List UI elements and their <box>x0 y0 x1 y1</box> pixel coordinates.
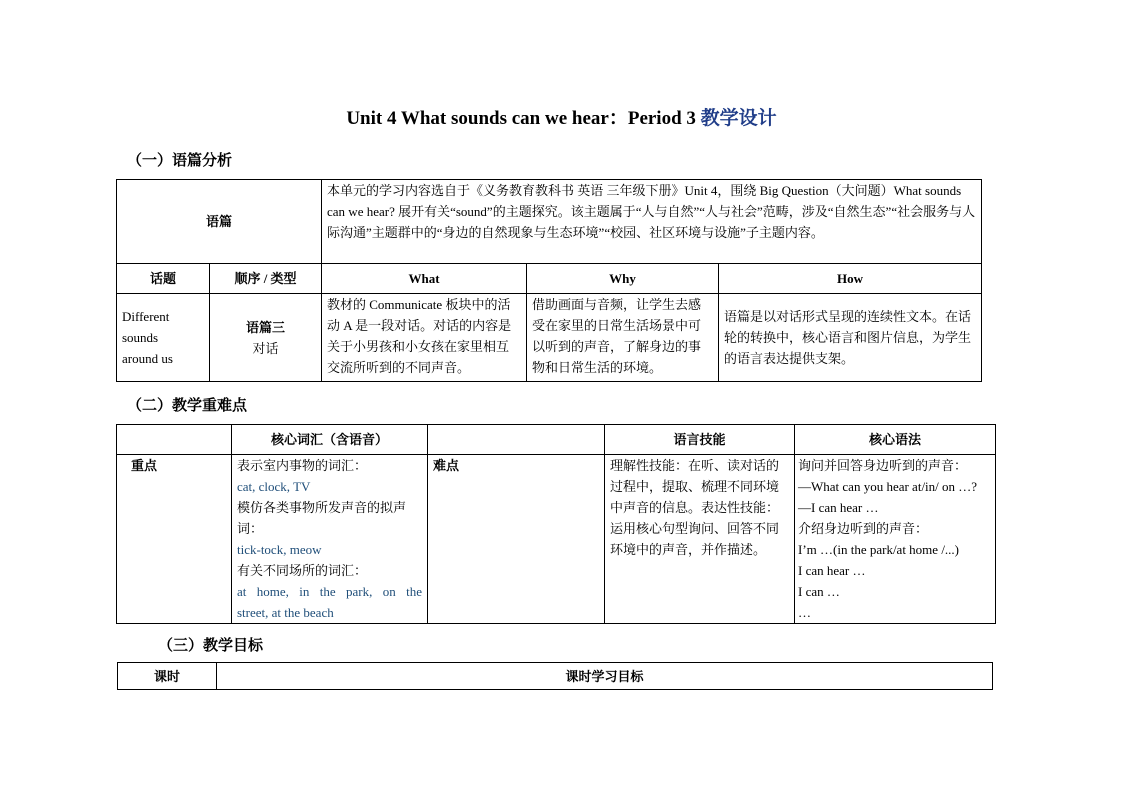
what-cell: 教材的 Communicate 板块中的活动 A 是一段对话。对话的内容是关于小男孩和小女孩在家里相互交流所听到的不同声音。 <box>322 294 527 382</box>
order-header: 顺序 / 类型 <box>210 264 322 294</box>
grammar-line: 介绍身边听到的声音： <box>798 521 929 536</box>
grammar-line: —What can you hear at/in/ on …? <box>798 479 978 494</box>
page-title <box>0 103 1123 130</box>
period-header: 课时 <box>118 663 217 690</box>
blank-header <box>117 425 232 455</box>
how-cell: 语篇是以对话形式呈现的连续性文本。在话轮的转换中，核心语言和图片信息，为学生的语言表达提供支架。 <box>719 294 982 382</box>
vocab-cell <box>232 455 428 624</box>
key-points-table <box>116 424 996 624</box>
vocab-line: cat, clock, TV <box>237 479 311 494</box>
topic-cell: Different sounds around us <box>117 294 210 382</box>
key-label: 重点 <box>117 455 232 624</box>
grammar-line: … <box>798 605 811 620</box>
vocab-line: 表示室内事物的词汇： <box>237 458 368 473</box>
why-header: Why <box>527 264 719 294</box>
title-english: Unit 4 What sounds can we hear：Period 3 <box>346 108 701 129</box>
vocab-line: 有关不同场所的词汇： <box>237 563 368 578</box>
order-cell <box>210 294 322 382</box>
vocab-line: 词： <box>237 521 264 536</box>
grammar-line: —I can hear … <box>798 500 879 515</box>
text-analysis-table <box>116 179 982 382</box>
order-line2: 对话 <box>252 340 279 356</box>
grammar-header: 核心语法 <box>795 425 996 455</box>
topic-header: 话题 <box>117 264 210 294</box>
skills-cell: 理解性技能：在听、读对话的过程中，提取、梳理不同环境中声音的信息。表达性技能：运用核心句型询问、回答不同环境中的声音，并作描述。 <box>605 455 795 624</box>
grammar-line: 询问并回答身边听到的声音： <box>798 458 968 473</box>
title-chinese: 教学设计 <box>700 108 777 129</box>
objectives-table <box>117 662 993 690</box>
how-header: How <box>719 264 982 294</box>
vocab-header: 核心词汇（含语音） <box>232 425 428 455</box>
skills-header: 语言技能 <box>605 425 795 455</box>
vocab-line: tick-tock, meow <box>237 542 322 557</box>
text-content: 本单元的学习内容选自于《义务教育教科书 英语 三年级下册》Unit 4，围绕 Big Question（大问题）What sounds can we hear? 展开有关“sound”的主题探究。该主题属于“人与自然”“人与社会”范畴，涉及“自然生态”“社会服务与人际沟通”主题群中的“身边的自然现象与生态环境”“校园、社区环境与设施”子主题内容。 <box>322 180 982 264</box>
vocab-line: street, at the beach <box>237 605 334 620</box>
section2-heading: （二）教学重难点 <box>127 398 248 414</box>
section3-heading: （三）教学目标 <box>158 638 264 654</box>
goals-header: 课时学习目标 <box>217 663 993 690</box>
grammar-line: I can hear … <box>798 563 866 578</box>
grammar-line: I’m …(in the park/at home /...) <box>798 542 960 557</box>
order-line1: 语篇三 <box>246 319 286 335</box>
vocab-line: 模仿各类事物所发声音的拟声 <box>237 500 407 515</box>
blank-header-2 <box>428 425 605 455</box>
grammar-cell <box>795 455 996 624</box>
why-cell: 借助画面与音频，让学生去感受在家里的日常生活场景中可以听到的声音，了解身边的事物和日常生活的环境。 <box>527 294 719 382</box>
section1-heading: （一）语篇分析 <box>127 153 233 169</box>
vocab-line: at home, in the park, on the <box>237 584 422 599</box>
what-header: What <box>322 264 527 294</box>
difficult-label: 难点 <box>428 455 605 624</box>
text-label: 语篇 <box>117 180 322 264</box>
grammar-line: I can … <box>798 584 840 599</box>
